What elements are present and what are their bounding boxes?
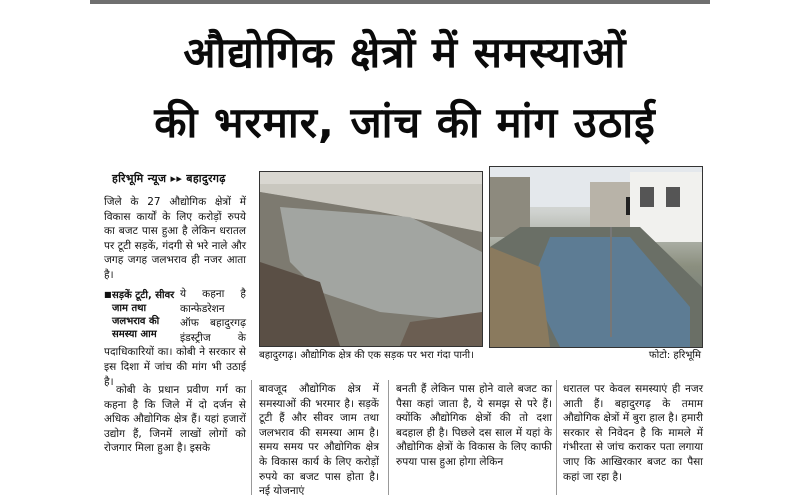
pullquote-block (104, 287, 246, 389)
paragraph-column-3: बनती हैं लेकिन पास होने वाले बजट का पैसा कहां जाता है, ये समझ से परे हैं। क्योंकि औद्योगिक क्षेत्रों की तो दशा बदहाल ही है। पिछले दस साल में यहां के औद्योगिक क्षेत्रों के विकास के लिए काफी रुपया पास हुआ होगा लेकिन (396, 383, 552, 468)
column-divider-1 (251, 380, 252, 495)
column-divider-3 (556, 380, 557, 495)
column-divider-2 (388, 380, 389, 495)
headline-line-2: की भरमार, जांच की मांग उठाई (154, 98, 656, 147)
sewer-overflow-street-photo (489, 166, 703, 348)
paragraph-column-4: धरातल पर केवल समस्याएं ही नजर आती हैं। बहादुरगढ़ के तमाम औद्योगिक क्षेत्रों में बुरा हाल है। हमारी सरकार से निवेदन है कि मामले में गंभीरता से जांच कराकर पता लगाया जाए कि आखिरकार बजट का पैसा कहां जा रहा है। (563, 383, 703, 483)
waterlogged-road-photo-graphic (260, 172, 482, 346)
article-column-1 (104, 195, 246, 283)
article-column-3 (396, 382, 552, 470)
pullquote: ■ सड़कें टूटी, सीवर जाम तथा जलभराव की समस्या आम (104, 287, 176, 341)
headline-line-1: औद्योगिक क्षेत्रों में समस्याओं (183, 28, 627, 77)
photo2-credit: फोटो: हरिभूमि (648, 350, 701, 361)
waterlogged-road-photo (259, 171, 483, 347)
top-rule (90, 0, 710, 4)
article-column-1-lower (104, 383, 246, 456)
paragraph-intro-continued: ये कहना है कान्फेडरेशन ऑफ बहादुरगढ़ इंडस्ट्रीज के पदाधिकारियों का। कोबी ने सरकार से इस दिशा में जांच की मांग भी उठाई है। (104, 288, 246, 388)
byline: हरिभूमि न्यूज ▸▸ बहादुरगढ़ (112, 172, 226, 185)
paragraph-president-quote: कोबी के प्रधान प्रवीण गर्ग का कहना है कि जिले में दो दर्जन से अधिक औद्योगिक क्षेत्र हैं। यहां हजारों उद्योग हैं, जिनमें लाखों लोगों को रोजगार मिला हुआ है। इसके (104, 384, 246, 455)
article-column-4 (563, 382, 703, 484)
article-column-2 (259, 382, 379, 499)
photo1-caption: बहादुरगढ़। औद्योगिक क्षेत्र की एक सड़क पर भरा गंदा पानी। (259, 350, 474, 361)
sewer-overflow-street-photo-graphic (490, 167, 702, 347)
paragraph-column-2: बावजूद औद्योगिक क्षेत्र में समस्याओं की भरमार है। सड़कें टूटी हैं और सीवर जाम तथा जलभराव की समस्या आम है। समय समय पर औद्योगिक क्षेत्र के विकास कार्य के लिए करोड़ों रुपये का बजट पास होता है। नई योजनाएं (259, 383, 379, 498)
paragraph-intro: जिले के 27 औद्योगिक क्षेत्रों में विकास कार्यों के लिए करोड़ों रुपये का बजट पास हुआ है लेकिन धरातल पर टूटी सड़कें, गंदगी से भरे नाले और जगह जगह जलभराव ही नजर आता है। (104, 196, 246, 281)
